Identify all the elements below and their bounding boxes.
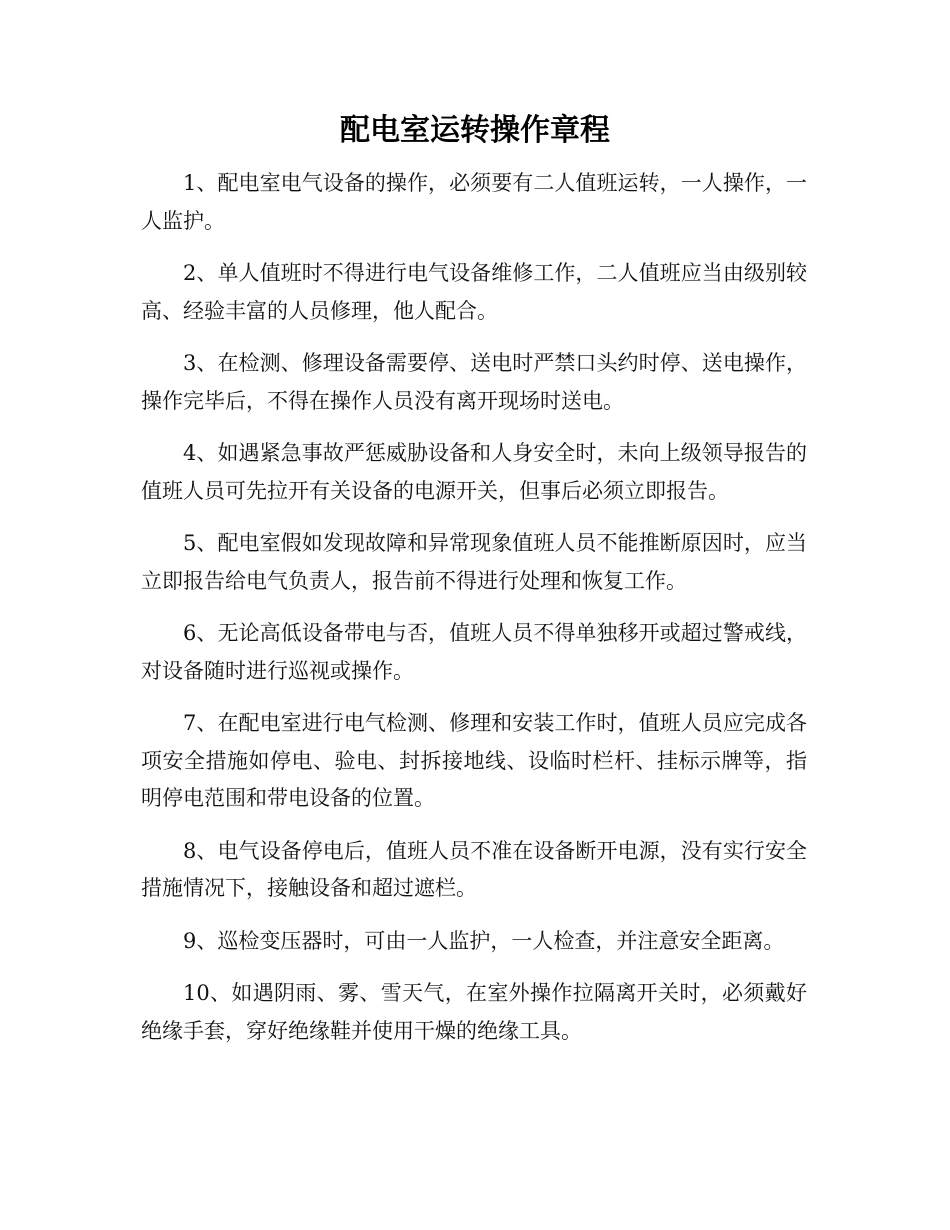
rule-paragraph-4: 4、如遇紧急事故严惩威胁设备和人身安全时，未向上级领导报告的值班人员可先拉开有关设备的电源开关，但事后必须立即报告。 [141, 441, 807, 503]
document-body [141, 165, 807, 1065]
rule-paragraph-2: 2、单人值班时不得进行电气设备维修工作，二人值班应当由级别较高、经验丰富的人员修理，他人配合。 [141, 261, 807, 323]
rule-paragraph-8: 8、电气设备停电后，值班人员不准在设备断开电源，没有实行安全措施情况下，接触设备和超过遮栏。 [141, 838, 807, 900]
rule-paragraph-10: 10、如遇阴雨、雾、雪天气，在室外操作拉隔离开关时，必须戴好绝缘手套，穿好绝缘鞋并使用干燥的绝缘工具。 [141, 981, 807, 1043]
rule-paragraph-3: 3、在检测、修理设备需要停、送电时严禁口头约时停、送电操作，操作完毕后，不得在操作人员没有离开现场时送电。 [141, 351, 807, 413]
document-title: 配电室运转操作章程 [340, 113, 610, 148]
rule-paragraph-1: 1、配电室电气设备的操作，必须要有二人值班运转，一人操作，一人监护。 [141, 171, 807, 233]
rule-paragraph-5: 5、配电室假如发现故障和异常现象值班人员不能推断原因时，应当立即报告给电气负责人，报告前不得进行处理和恢复工作。 [141, 531, 807, 593]
rule-paragraph-7: 7、在配电室进行电气检测、修理和安装工作时，值班人员应完成各项安全措施如停电、验电、封拆接地线、设临时栏杆、挂标示牌等，指明停电范围和带电设备的位置。 [141, 711, 807, 810]
rule-paragraph-9: 9、巡检变压器时，可由一人监护，一人检查，并注意安全距离。 [183, 928, 785, 953]
rule-paragraph-6: 6、无论高低设备带电与否，值班人员不得单独移开或超过警戒线，对设备随时进行巡视或操作。 [141, 621, 807, 683]
